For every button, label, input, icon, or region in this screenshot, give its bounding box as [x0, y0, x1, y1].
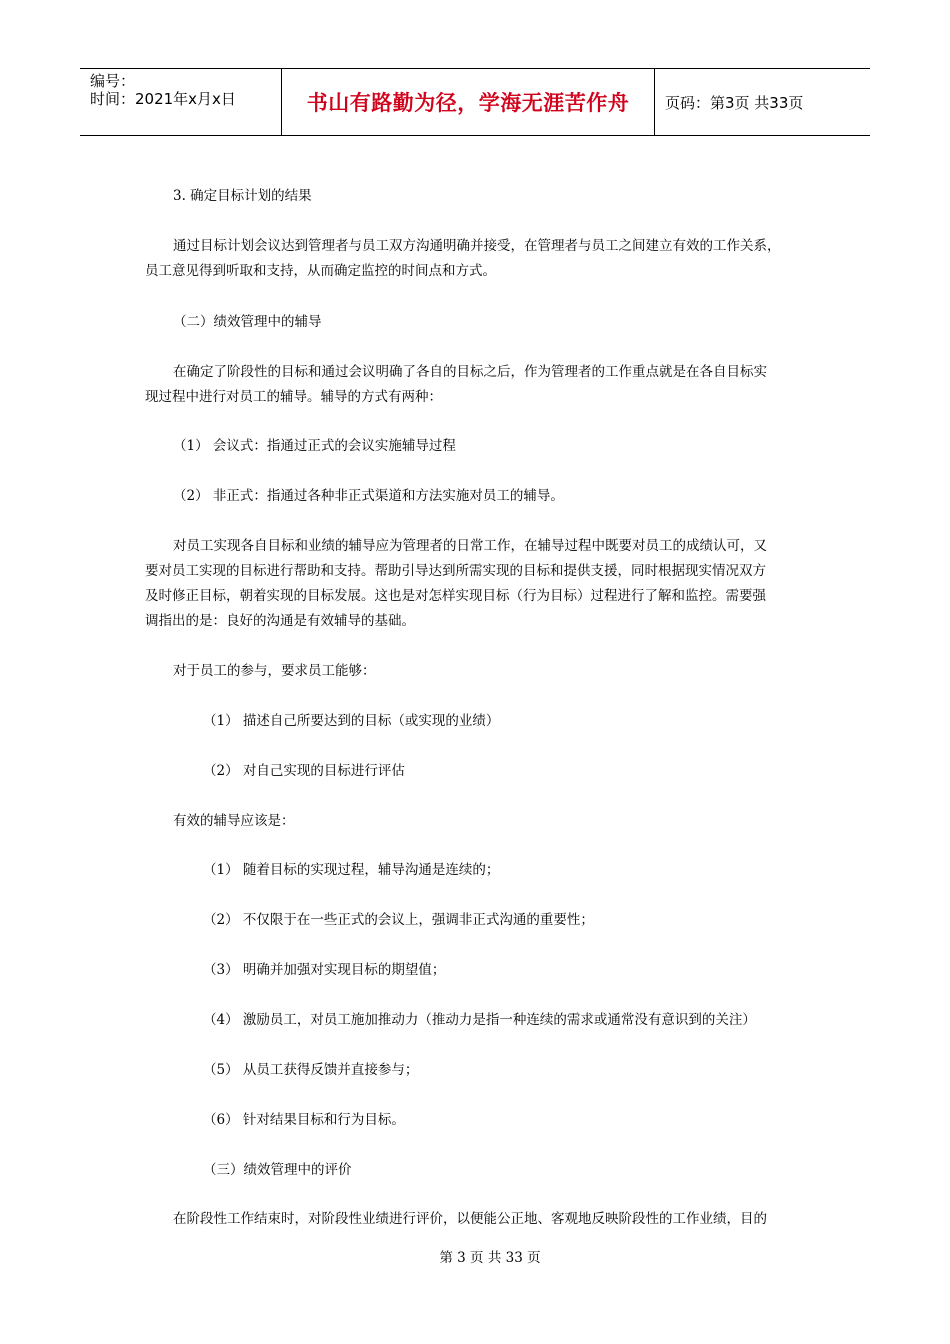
document-date-label: 时间：2021年x月x日 — [90, 90, 236, 108]
list-item: （3） 明确并加强对实现目标的期望值； — [203, 962, 446, 978]
header-motto: 书山有路勤为径，学海无涯苦作舟 — [282, 69, 655, 135]
list-item: （4） 激励员工，对员工施加推动力（推动力是指一种连续的需求或通常没有意识到的关注） — [203, 1012, 756, 1028]
paragraph-line: 员工意见得到听取和支持，从而确定监控的时间点和方式。 — [145, 263, 496, 279]
paragraph-line: 通过目标计划会议达到管理者与员工双方沟通明确并接受，在管理者与员工之间建立有效的工作关系， — [173, 238, 781, 254]
list-item: （6） 针对结果目标和行为目标。 — [203, 1112, 405, 1128]
section-heading: （三）绩效管理中的评价 — [203, 1162, 352, 1178]
paragraph-line: 有效的辅导应该是： — [173, 813, 295, 829]
paragraph-line: 现过程中进行对员工的辅导。辅导的方式有两种： — [145, 389, 442, 405]
paragraph-line: 在确定了阶段性的目标和通过会议明确了各自的目标之后，作为管理者的工作重点就是在各自目标实 — [173, 364, 767, 380]
list-item: （2） 不仅限于在一些正式的会议上，强调非正式沟通的重要性； — [203, 912, 594, 928]
list-item: （1） 描述自己所要达到的目标（或实现的业绩） — [203, 713, 500, 729]
document-number-label: 编号： — [90, 72, 136, 90]
header-left-cell — [80, 69, 282, 135]
page-footer: 第 3 页 共 33 页 — [439, 1250, 541, 1266]
list-item: （2） 对自己实现的目标进行评估 — [203, 763, 405, 779]
header-page-info: 页码：第3页 共33页 — [665, 93, 804, 112]
list-item: （1） 会议式：指通过正式的会议实施辅导过程 — [173, 438, 456, 454]
paragraph-line: 调指出的是：良好的沟通是有效辅导的基础。 — [145, 613, 415, 629]
section-heading: （二）绩效管理中的辅导 — [173, 314, 322, 330]
paragraph-line: 及时修正目标，朝着实现的目标发展。这也是对怎样实现目标（行为目标）过程进行了解和监控。需要强 — [145, 588, 766, 604]
section-heading: 3. 确定目标计划的结果 — [173, 188, 312, 204]
list-item: （1） 随着目标的实现过程，辅导沟通是连续的； — [203, 862, 500, 878]
list-item: （5） 从员工获得反馈并直接参与； — [203, 1062, 419, 1078]
list-item: （2） 非正式：指通过各种非正式渠道和方法实施对员工的辅导。 — [173, 488, 564, 504]
paragraph-line: 对于员工的参与，要求员工能够： — [173, 663, 376, 679]
page-header — [80, 68, 870, 136]
paragraph-line: 对员工实现各自目标和业绩的辅导应为管理者的日常工作，在辅导过程中既要对员工的成绩认可，又 — [173, 538, 767, 554]
paragraph-line: 要对员工实现的目标进行帮助和支持。帮助引导达到所需实现的目标和提供支援，同时根据现实情况双方 — [145, 563, 766, 579]
paragraph-line: 在阶段性工作结束时，对阶段性业绩进行评价，以便能公正地、客观地反映阶段性的工作业绩，目的 — [173, 1211, 767, 1227]
